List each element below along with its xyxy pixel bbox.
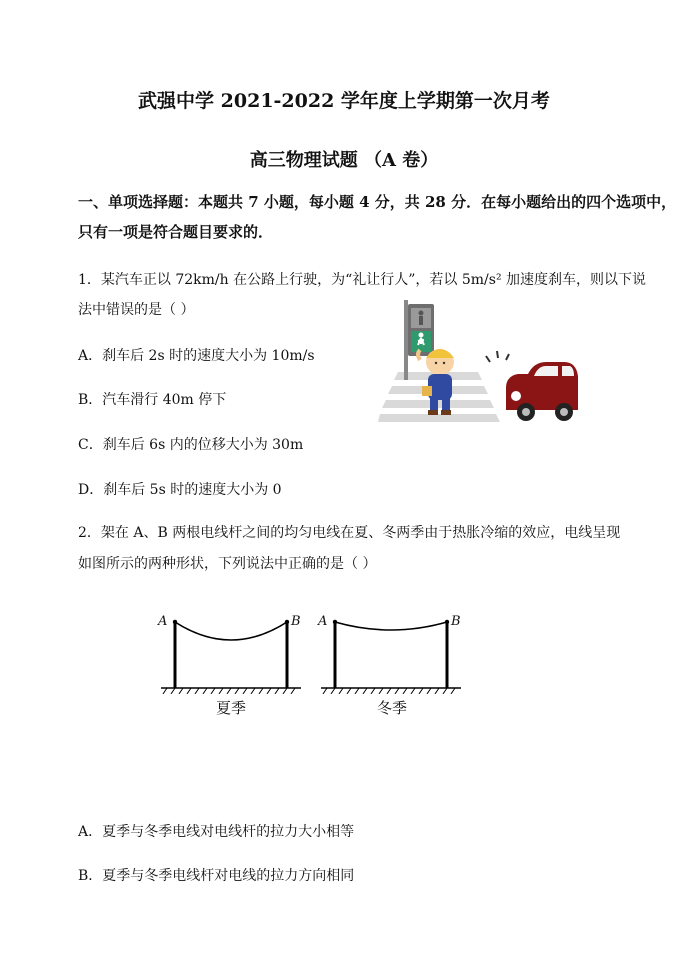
q2-stem-line1: 2．架在 A、B 两根电线杆之间的均匀电线在夏、冬两季由于热胀冷缩的效应，电线呈现 xyxy=(78,525,621,541)
wire-summer xyxy=(175,622,287,640)
exam-subtitle: 高三物理试题 （A 卷） xyxy=(249,150,439,171)
exam-title: 武强中学 2021-2022 学年度上学期第一次月考 xyxy=(138,90,550,112)
winter-diagram xyxy=(315,608,465,694)
pole-b-label-winter: B xyxy=(451,614,461,629)
pole-b-label-summer: B xyxy=(291,614,301,629)
alert-marks-icon xyxy=(486,351,509,362)
pole-a-label-summer: A xyxy=(158,614,168,629)
summer-label: 夏季 xyxy=(216,699,247,717)
section-heading-line2: 只有一项是符合题目要求的． xyxy=(78,223,274,241)
q1-stem-line2: 法中错误的是（ ） xyxy=(78,302,195,318)
section-heading-line1: 一、单项选择题：本题共 7 小题，每小题 4 分，共 28 分．在每小题给出的四个选项中， xyxy=(78,193,677,211)
q1-option-b: B．汽车滑行 40m 停下 xyxy=(78,392,227,408)
q2-option-b: B．夏季与冬季电线杆对电线的拉力方向相同 xyxy=(78,868,355,884)
winter-label: 冬季 xyxy=(377,699,408,717)
q2-stem-line2: 如图所示的两种形状，下列说法中正确的是（ ） xyxy=(78,556,377,572)
q1-option-a: A．刹车后 2s 时的速度大小为 10m/s xyxy=(78,348,315,364)
summer-diagram xyxy=(155,608,305,694)
q1-option-d: D．刹车后 5s 时的速度大小为 0 xyxy=(78,482,282,498)
q1-illustration xyxy=(378,300,598,435)
wire-winter xyxy=(335,622,447,630)
pole-a-label-winter: A xyxy=(318,614,328,629)
q2-option-a: A．夏季与冬季电线对电线杆的拉力大小相等 xyxy=(78,824,355,840)
q1-stem-line1: 1．某汽车正以 72km/h 在公路上行驶，为“礼让行人”，若以 5m/s² 加速度刹车，则以下说 xyxy=(78,272,647,288)
q1-option-c: C．刹车后 6s 内的位移大小为 30m xyxy=(78,437,304,453)
car-icon xyxy=(506,362,578,421)
